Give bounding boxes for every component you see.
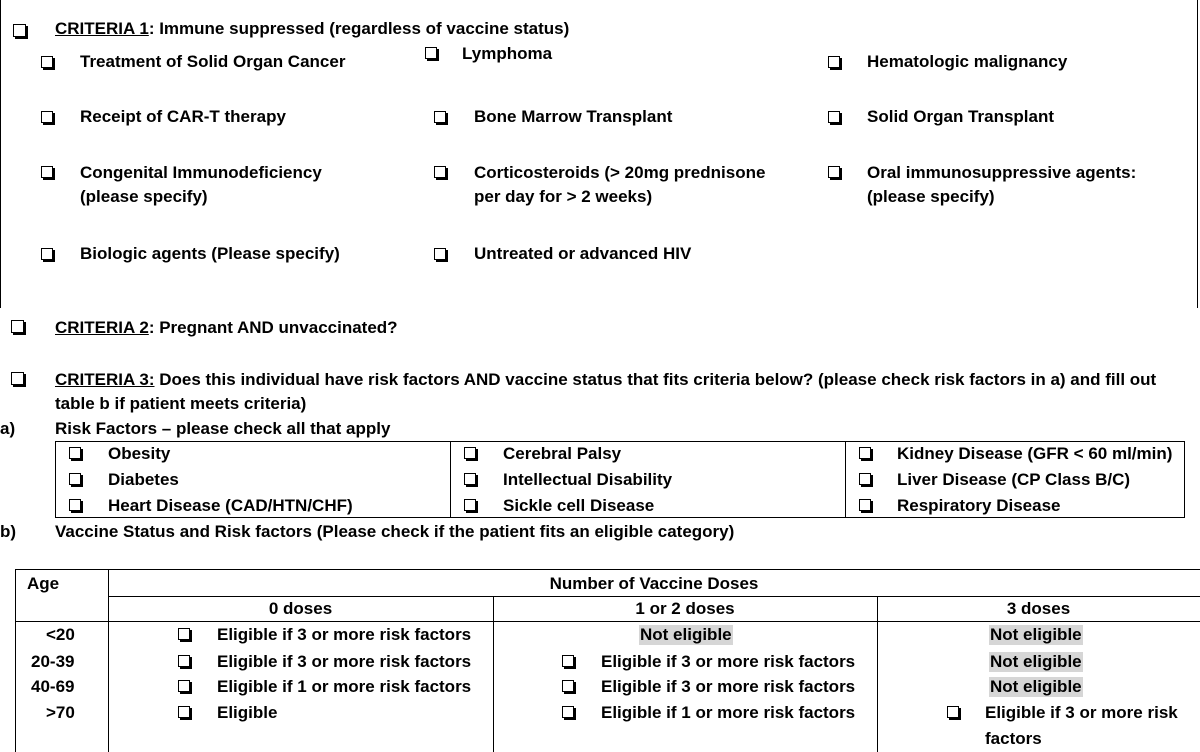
label-kidney-disease: Kidney Disease (GFR < 60 ml/min)	[897, 444, 1173, 463]
label-heart-disease: Heart Disease (CAD/HTN/CHF)	[108, 496, 353, 515]
cell-row-1-col-2: Not eligible	[990, 625, 1082, 644]
checkbox-cerebral-palsy[interactable]	[464, 447, 476, 459]
table-age-divider	[108, 569, 109, 752]
risk-grid-top	[55, 441, 1184, 442]
checkbox-bone-marrow[interactable]	[434, 111, 446, 123]
checkbox-row-3-col-1[interactable]	[562, 680, 574, 692]
label-intellectual-disability: Intellectual Disability	[503, 470, 673, 489]
checkbox-corticosteroids[interactable]	[434, 166, 446, 178]
checkbox-kidney-disease[interactable]	[859, 447, 871, 459]
cell-row-3-col-2: Not eligible	[990, 677, 1082, 696]
checkbox-diabetes[interactable]	[69, 473, 81, 485]
label-car-t: Receipt of CAR-T therapy	[80, 107, 286, 126]
label-obesity: Obesity	[108, 444, 171, 463]
checkbox-row-3-col-0[interactable]	[178, 680, 190, 692]
checkbox-heart-disease[interactable]	[69, 499, 81, 511]
table-left-border	[15, 569, 16, 752]
checkbox-solid-organ-transplant[interactable]	[828, 111, 840, 123]
label-diabetes: Diabetes	[108, 470, 179, 489]
section-b-marker: b)	[0, 522, 17, 541]
label-cerebral-palsy: Cerebral Palsy	[503, 444, 622, 463]
cell-row-3-col-0: Eligible if 1 or more risk factors	[217, 677, 472, 696]
label-liver-disease: Liver Disease (CP Class B/C)	[897, 470, 1131, 489]
checkbox-row-4-col-2[interactable]	[947, 706, 959, 718]
criteria-3-checkbox[interactable]	[11, 372, 24, 385]
checkbox-obesity[interactable]	[69, 447, 81, 459]
table-subheader-border	[108, 596, 1200, 597]
label-hiv: Untreated or advanced HIV	[474, 244, 692, 263]
cell-row-1-col-1: Not eligible	[640, 625, 732, 644]
risk-grid-divider-2	[845, 441, 846, 518]
risk-grid-right	[1184, 441, 1185, 518]
criteria-3-title: CRITERIA 3: Does this individual have risk factors AND vaccine status that fits criteria below? (please check risk factors in a) and fill out	[55, 370, 1157, 389]
checkbox-row-4-col-0[interactable]	[178, 706, 190, 718]
cell-row-1-col-0: Eligible if 3 or more risk factors	[217, 625, 472, 644]
cell-row-4-col-0: Eligible	[217, 703, 278, 722]
label-respiratory-disease: Respiratory Disease	[897, 496, 1061, 515]
label-corticosteroids-duration: per day for > 2 weeks)	[474, 187, 653, 206]
label-bone-marrow: Bone Marrow Transplant	[474, 107, 673, 126]
table-col-header-1: 1 or 2 doses	[635, 599, 735, 618]
table-divider-1	[493, 596, 494, 752]
checkbox-oral-immunosuppressive[interactable]	[828, 166, 840, 178]
checkbox-biologic-agents[interactable]	[41, 248, 53, 260]
cell-row-3-col-1: Eligible if 3 or more risk factors	[601, 677, 856, 696]
table-divider-2	[877, 596, 878, 752]
label-biologic-agents: Biologic agents (Please specify)	[80, 244, 340, 263]
cell-row-4-col-2-line2: factors	[985, 729, 1042, 748]
checkbox-row-2-col-0[interactable]	[178, 655, 190, 667]
label-oral-specify: (please specify)	[867, 187, 995, 206]
table-top-border	[15, 569, 1200, 570]
label-solid-organ-transplant: Solid Organ Transplant	[867, 107, 1055, 126]
cell-row-4-col-1: Eligible if 1 or more risk factors	[601, 703, 856, 722]
table-age-row-1: <20	[46, 625, 75, 644]
cell-row-4-col-2: Eligible if 3 or more risk	[985, 703, 1178, 722]
label-congenital-immunodeficiency: Congenital Immunodeficiency	[80, 163, 322, 182]
criteria-3-title-line2: table b if patient meets criteria)	[55, 394, 307, 413]
criteria-1-checkbox[interactable]	[13, 24, 26, 37]
table-age-row-3: 40-69	[31, 677, 75, 696]
label-sickle-cell: Sickle cell Disease	[503, 496, 655, 515]
checkbox-row-2-col-1[interactable]	[562, 655, 574, 667]
checkbox-respiratory-disease[interactable]	[859, 499, 871, 511]
table-col-header-2: 3 doses	[1006, 599, 1071, 618]
checkbox-row-1-col-0[interactable]	[178, 628, 190, 640]
table-age-row-2: 20-39	[31, 652, 75, 671]
checkbox-lymphoma[interactable]	[425, 47, 437, 59]
label-congenital-specify: (please specify)	[80, 187, 208, 206]
label-hematologic-malignancy: Hematologic malignancy	[867, 52, 1068, 71]
checkbox-hematologic-malignancy[interactable]	[828, 56, 840, 68]
checkbox-liver-disease[interactable]	[859, 473, 871, 485]
criteria-2-title: CRITERIA 2: Pregnant AND unvaccinated?	[55, 318, 398, 337]
section-a-heading: Risk Factors – please check all that apply	[55, 419, 391, 438]
risk-grid-left	[55, 441, 56, 518]
label-corticosteroids: Corticosteroids (> 20mg prednisone	[474, 163, 766, 182]
table-age-row-4: >70	[46, 703, 75, 722]
label-solid-organ-cancer: Treatment of Solid Organ Cancer	[80, 52, 346, 71]
checkbox-intellectual-disability[interactable]	[464, 473, 476, 485]
checkbox-row-4-col-1[interactable]	[562, 706, 574, 718]
label-oral-immunosuppressive: Oral immunosuppressive agents:	[867, 163, 1137, 182]
section-a-marker: a)	[0, 419, 16, 438]
cell-row-2-col-2: Not eligible	[990, 652, 1082, 671]
table-header-bottom-border	[15, 621, 1200, 622]
table-doses-header: Number of Vaccine Doses	[549, 574, 759, 593]
label-lymphoma: Lymphoma	[462, 44, 553, 63]
cell-row-2-col-1: Eligible if 3 or more risk factors	[601, 652, 856, 671]
table-age-header: Age	[27, 574, 60, 593]
risk-grid-divider-1	[450, 441, 451, 518]
checkbox-solid-organ-cancer[interactable]	[41, 56, 53, 68]
checkbox-hiv[interactable]	[434, 248, 446, 260]
checkbox-sickle-cell[interactable]	[464, 499, 476, 511]
checkbox-congenital-immunodeficiency[interactable]	[41, 166, 53, 178]
risk-grid-bottom	[55, 517, 1184, 518]
criteria-2-checkbox[interactable]	[11, 320, 24, 333]
table-col-header-0: 0 doses	[268, 599, 333, 618]
checkbox-car-t[interactable]	[41, 111, 53, 123]
criteria-1-title: CRITERIA 1: Immune suppressed (regardless of vaccine status)	[55, 19, 570, 38]
cell-row-2-col-0: Eligible if 3 or more risk factors	[217, 652, 472, 671]
section-b-heading: Vaccine Status and Risk factors (Please check if the patient fits an eligible category)	[55, 522, 735, 541]
